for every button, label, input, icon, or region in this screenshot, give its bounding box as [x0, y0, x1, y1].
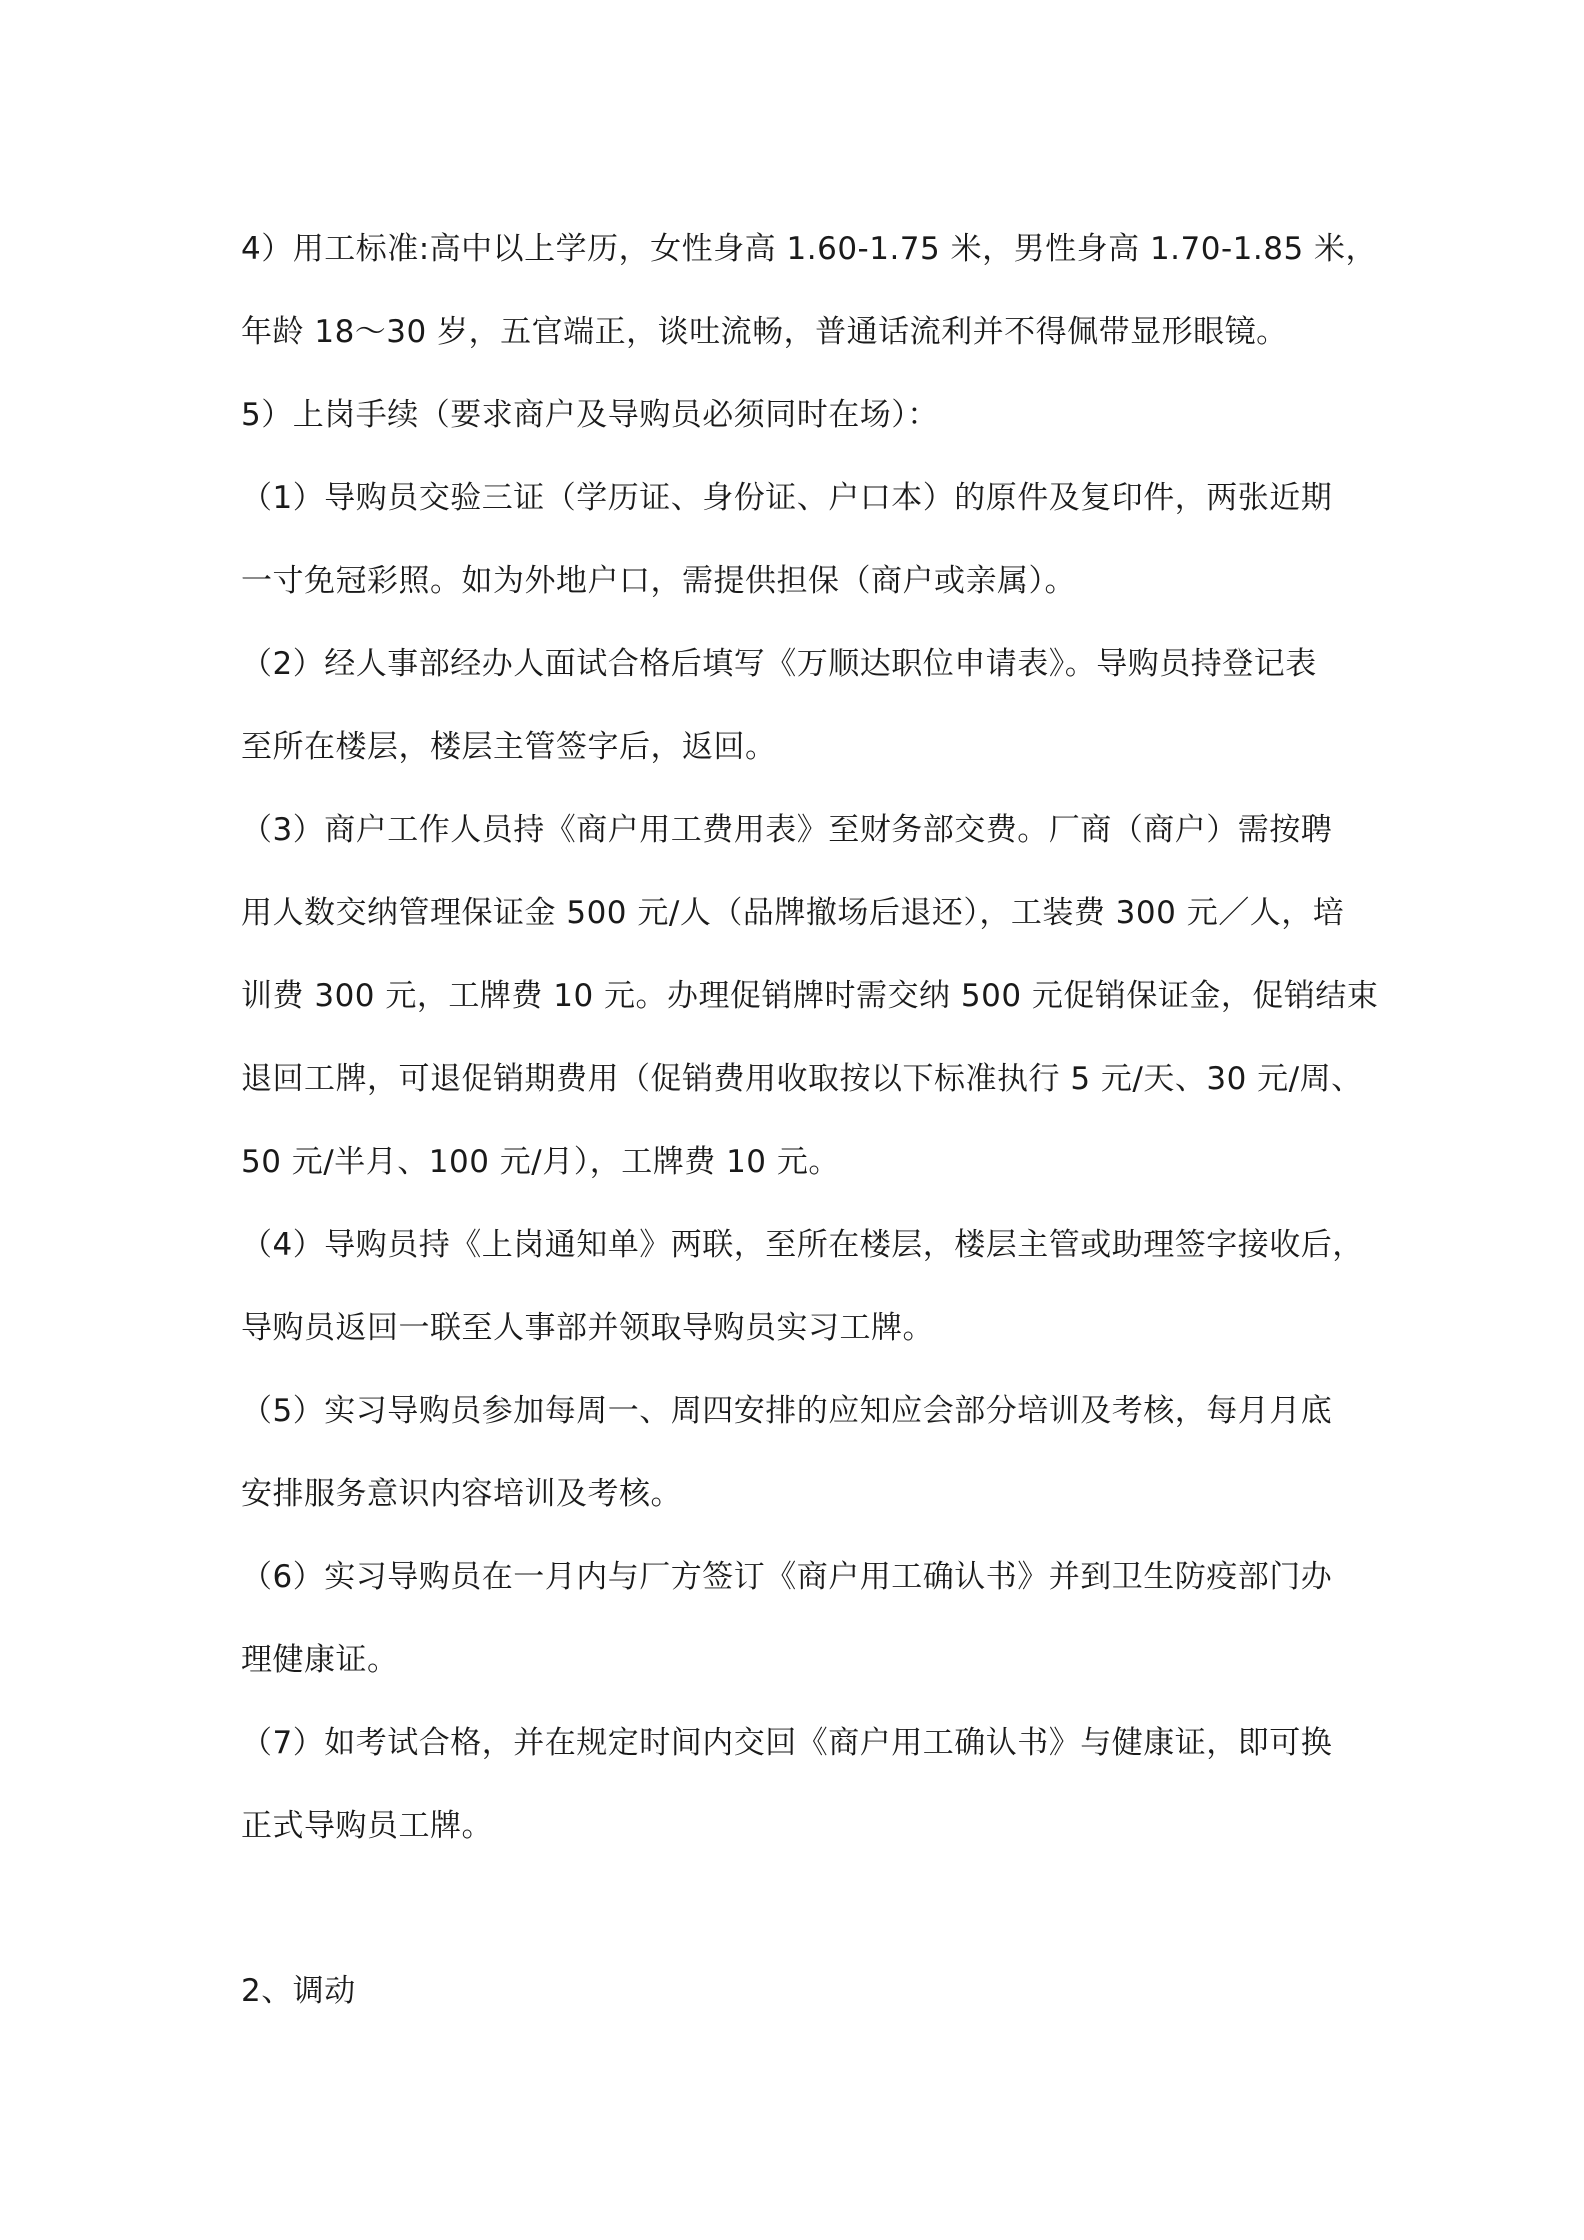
- text-line-19: （7）如考试合格，并在规定时间内交回《商户用工确认书》与健康证，即可换: [241, 1725, 1333, 1761]
- text-line-7: 至所在楼层，楼层主管签字后，返回。: [241, 729, 777, 765]
- text-line-16: 安排服务意识内容培训及考核。: [241, 1476, 682, 1512]
- text-line-11: 退回工牌，可退促销期费用（促销费用收取按以下标准执行 5 元/天、30 元/周、: [241, 1061, 1363, 1097]
- text-line-2: 年龄 18～30 岁，五官端正，谈吐流畅，普通话流利并不得佩带显形眼镜。: [241, 314, 1288, 350]
- text-line-15: （5）实习导购员参加每周一、周四安排的应知应会部分培训及考核，每月月底: [241, 1393, 1333, 1429]
- section-heading: 2、调动: [241, 1973, 356, 2009]
- text-line-3: 5）上岗手续（要求商户及导购员必须同时在场）：: [241, 397, 939, 433]
- text-line-12: 50 元/半月、100 元/月），工牌费 10 元。: [241, 1144, 840, 1180]
- text-line-17: （6）实习导购员在一月内与厂方签订《商户用工确认书》并到卫生防疫部门办: [241, 1559, 1333, 1595]
- text-line-13: （4）导购员持《上岗通知单》两联，至所在楼层，楼层主管或助理签字接收后，: [241, 1227, 1364, 1263]
- text-line-4: （1）导购员交验三证（学历证、身份证、户口本）的原件及复印件，两张近期: [241, 480, 1333, 516]
- document-body: [241, 208, 1379, 2033]
- text-line-6: （2）经人事部经办人面试合格后填写《万顺达职位申请表》。导购员持登记表: [241, 646, 1317, 682]
- text-line-14: 导购员返回一联至人事部并领取导购员实习工牌。: [241, 1310, 934, 1346]
- text-line-18: 理健康证。: [241, 1642, 399, 1678]
- text-line-20: 正式导购员工牌。: [241, 1808, 493, 1844]
- text-line-8: （3）商户工作人员持《商户用工费用表》至财务部交费。厂商（商户）需按聘: [241, 812, 1333, 848]
- text-line-5: 一寸免冠彩照。如为外地户口，需提供担保（商户或亲属）。: [241, 563, 1076, 599]
- text-line-9: 用人数交纳管理保证金 500 元/人（品牌撤场后退还），工装费 300 元／人，培: [241, 895, 1345, 931]
- text-line-1: 4）用工标准:高中以上学历，女性身高 1.60-1.75 米，男性身高 1.70-1.85 米，: [241, 231, 1378, 267]
- paragraph-gap: [241, 1868, 1361, 1950]
- text-line-10: 训费 300 元，工牌费 10 元。办理促销牌时需交纳 500 元促销保证金，促销结束: [241, 978, 1379, 1014]
